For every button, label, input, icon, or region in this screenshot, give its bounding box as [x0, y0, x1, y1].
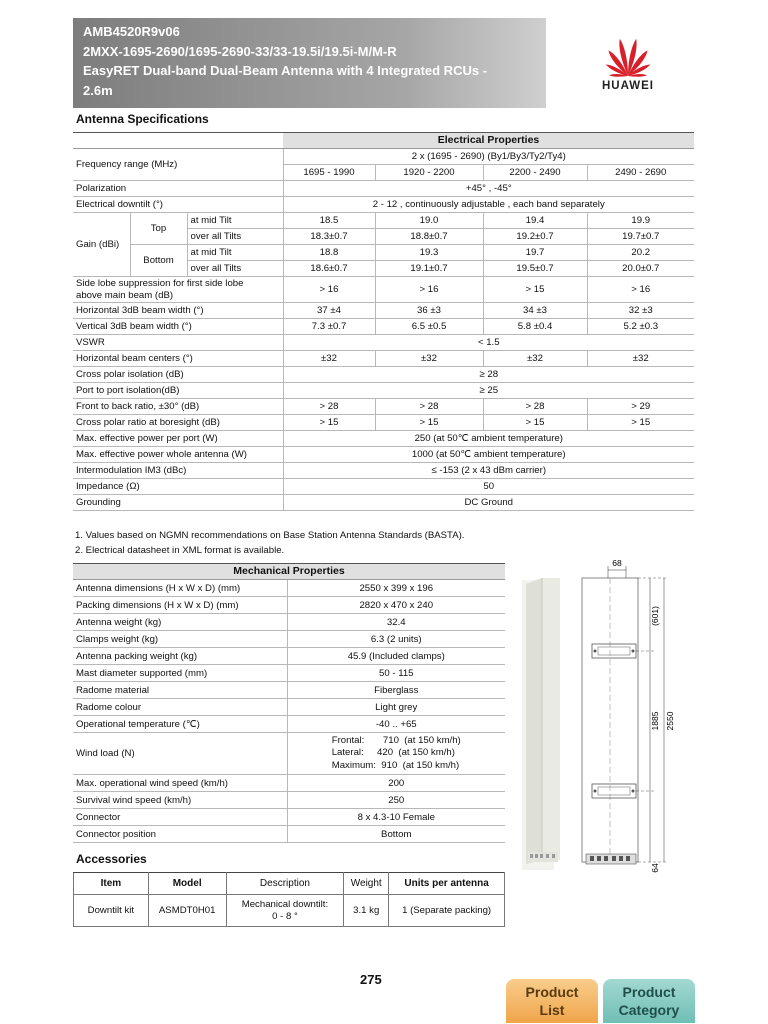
- electrical-properties-table: [73, 132, 694, 511]
- downtilt-value: 2 - 12 , continuously adjustable , each band separately: [283, 197, 694, 213]
- band-cell: 2490 - 2690: [587, 165, 694, 181]
- gain-top-label: Top: [130, 213, 187, 245]
- dim-top: 68: [612, 558, 622, 568]
- gain-cell: 19.9: [587, 213, 694, 229]
- mech-value: 2820 x 470 x 240: [287, 597, 505, 614]
- freq-label: Frequency range (MHz): [73, 149, 283, 181]
- product-list-line1: Product: [525, 984, 579, 1000]
- hbw-cell: 34 ±3: [483, 303, 587, 319]
- polarization-value: +45° , -45°: [283, 181, 694, 197]
- hbc-cell: ±32: [587, 351, 694, 367]
- gain-cell: 18.3±0.7: [283, 229, 375, 245]
- mech-label: Antenna packing weight (kg): [73, 648, 287, 665]
- im3-label: Intermodulation IM3 (dBc): [73, 463, 283, 479]
- product-category-line2: Category: [618, 1002, 680, 1018]
- p2p-label: Port to port isolation(dB): [73, 383, 283, 399]
- xpr-cell: > 15: [587, 415, 694, 431]
- maxp-ant-value: 1000 (at 50℃ ambient temperature): [283, 447, 694, 463]
- col-header: Description: [226, 873, 344, 895]
- mechanical-properties-table: [73, 563, 505, 843]
- gain-label: Gain (dBi): [73, 213, 130, 277]
- huawei-logo: [588, 28, 668, 98]
- sidelobe-cell: > 16: [283, 277, 375, 303]
- mech-label: Connector: [73, 809, 287, 826]
- model-code: 2MXX-1695-2690/1695-2690-33/33-19.5i/19.5i-M/M-R: [83, 43, 397, 59]
- antenna-specs-heading: Antenna Specifications: [76, 112, 209, 126]
- ftb-cell: > 28: [375, 399, 483, 415]
- hbc-cell: ±32: [483, 351, 587, 367]
- xpol-label: Cross polar isolation (dB): [73, 367, 283, 383]
- gain-cell: 18.8±0.7: [375, 229, 483, 245]
- mech-value: 250: [287, 792, 505, 809]
- product-category-line1: Product: [622, 984, 676, 1000]
- wind-load-value: [287, 733, 505, 775]
- wind-line: Lateral: 420 (at 150 km/h): [331, 747, 455, 759]
- xpr-cell: > 15: [375, 415, 483, 431]
- vbw-cell: 5.8 ±0.4: [483, 319, 587, 335]
- vswr-value: < 1.5: [283, 335, 694, 351]
- gain-cell: 20.2: [587, 245, 694, 261]
- antenna-dimension-drawing: [512, 556, 682, 876]
- acc-weight: 3.1 kg: [344, 895, 389, 927]
- ftb-cell: > 29: [587, 399, 694, 415]
- mech-label: Mast diameter supported (mm): [73, 665, 287, 682]
- gain-cell: 19.7±0.7: [587, 229, 694, 245]
- mech-label: Packing dimensions (H x W x D) (mm): [73, 597, 287, 614]
- xpr-cell: > 15: [483, 415, 587, 431]
- downtilt-label: Electrical downtilt (°): [73, 197, 283, 213]
- gain-cell: 18.8: [283, 245, 375, 261]
- mech-value: 8 x 4.3-10 Female: [287, 809, 505, 826]
- acc-description-line2: 0 - 8 °: [272, 910, 298, 922]
- mech-value: 6.3 (2 units): [287, 631, 505, 648]
- product-description-cont: 2.6m: [83, 82, 113, 98]
- wind-load-label: Wind load (N): [73, 733, 287, 775]
- hbc-label: Horizontal beam centers (°): [73, 351, 283, 367]
- band-cell: 1920 - 2200: [375, 165, 483, 181]
- maxp-ant-label: Max. effective power whole antenna (W): [73, 447, 283, 463]
- xpr-label: Cross polar ratio at boresight (dB): [73, 415, 283, 431]
- gain-cell: 19.7: [483, 245, 587, 261]
- accessories-heading: Accessories: [76, 852, 147, 866]
- hbw-label: Horizontal 3dB beam width (°): [73, 303, 283, 319]
- ftb-label: Front to back ratio, ±30° (dB): [73, 399, 283, 415]
- p2p-value: ≥ 25: [283, 383, 694, 399]
- mech-label: Antenna dimensions (H x W x D) (mm): [73, 580, 287, 597]
- col-header: Weight: [344, 873, 389, 895]
- gain-bottom-label: Bottom: [130, 245, 187, 277]
- page-number: 275: [360, 972, 382, 987]
- im3-value: ≤ -153 (2 x 43 dBm carrier): [283, 463, 694, 479]
- acc-description-line1: Mechanical downtilt:: [241, 898, 329, 910]
- mech-label: Antenna weight (kg): [73, 614, 287, 631]
- mech-label: Radome colour: [73, 699, 287, 716]
- mech-value: Bottom: [287, 826, 505, 843]
- vswr-label: VSWR: [73, 335, 283, 351]
- note-item: 2. Electrical datasheet in XML format is available.: [75, 545, 285, 556]
- grounding-value: DC Ground: [283, 495, 694, 511]
- sidelobe-cell: > 15: [483, 277, 587, 303]
- title-banner: [73, 18, 546, 108]
- electrical-title: Electrical Properties: [283, 133, 694, 149]
- mech-label: Max. operational wind speed (km/h): [73, 775, 287, 792]
- over-all-label: over all Tilts: [187, 229, 283, 245]
- mech-label: Radome material: [73, 682, 287, 699]
- gain-cell: 19.0: [375, 213, 483, 229]
- mech-value: 2550 x 399 x 196: [287, 580, 505, 597]
- gain-cell: 19.5±0.7: [483, 261, 587, 277]
- dim-2550: 2550: [665, 711, 675, 731]
- mech-value: 200: [287, 775, 505, 792]
- mech-value: 50 - 115: [287, 665, 505, 682]
- gain-cell: 18.5: [283, 213, 375, 229]
- xpr-cell: > 15: [283, 415, 375, 431]
- mech-label: Survival wind speed (km/h): [73, 792, 287, 809]
- band-cell: 2200 - 2490: [483, 165, 587, 181]
- xpol-value: ≥ 28: [283, 367, 694, 383]
- gain-cell: 18.6±0.7: [283, 261, 375, 277]
- hbw-cell: 37 ±4: [283, 303, 375, 319]
- sidelobe-label-line1: Side lobe suppression for first side lobe: [76, 278, 244, 289]
- vbw-cell: 7.3 ±0.7: [283, 319, 375, 335]
- antenna-outline-icon: [512, 556, 682, 876]
- product-list-line2: List: [539, 1002, 565, 1018]
- mech-value: 32.4: [287, 614, 505, 631]
- mech-value: 45.9 (Included clamps): [287, 648, 505, 665]
- huawei-petals-icon: [588, 28, 668, 80]
- mid-tilt-label: at mid Tilt: [187, 245, 283, 261]
- polarization-label: Polarization: [73, 181, 283, 197]
- vbw-cell: 5.2 ±0.3: [587, 319, 694, 335]
- sidelobe-cell: > 16: [587, 277, 694, 303]
- mechanical-title: Mechanical Properties: [73, 564, 505, 580]
- dim-64: 64: [650, 863, 660, 873]
- hbw-cell: 36 ±3: [375, 303, 483, 319]
- over-all-label: over all Tilts: [187, 261, 283, 277]
- vbw-label: Vertical 3dB beam width (°): [73, 319, 283, 335]
- col-header: Item: [74, 873, 149, 895]
- ftb-cell: > 28: [283, 399, 375, 415]
- wind-line: Maximum: 910 (at 150 km/h): [331, 759, 460, 771]
- mech-value: Fiberglass: [287, 682, 505, 699]
- gain-cell: 19.2±0.7: [483, 229, 587, 245]
- ftb-cell: > 28: [483, 399, 587, 415]
- mech-value: -40 .. +65: [287, 716, 505, 733]
- product-list-button[interactable]: [506, 979, 598, 1023]
- acc-units: 1 (Separate packing): [389, 895, 505, 927]
- sidelobe-label-line2: above main beam (dB): [76, 289, 174, 301]
- sidelobe-cell: > 16: [375, 277, 483, 303]
- accessories-table: [73, 872, 505, 927]
- wind-load-lines: [332, 735, 461, 773]
- gain-cell: 19.4: [483, 213, 587, 229]
- note-item: 1. Values based on NGMN recommendations on Base Station Antenna Standards (BASTA).: [75, 530, 465, 541]
- col-header: Units per antenna: [389, 873, 505, 895]
- col-header: Model: [148, 873, 226, 895]
- gain-cell: 19.1±0.7: [375, 261, 483, 277]
- sidelobe-label: [73, 277, 283, 303]
- dim-1885: 1885: [650, 711, 660, 731]
- wind-line: Frontal: 710 (at 150 km/h): [331, 734, 461, 746]
- gain-cell: 20.0±0.7: [587, 261, 694, 277]
- product-description: EasyRET Dual-band Dual-Beam Antenna with 4 Integrated RCUs -: [83, 63, 488, 78]
- acc-item: Downtilt kit: [74, 895, 149, 927]
- acc-description: [226, 895, 344, 927]
- dim-601: (601): [650, 606, 660, 626]
- maxp-port-value: 250 (at 50℃ ambient temperature): [283, 431, 694, 447]
- freq-top: 2 x (1695 - 2690) (By1/By3/Ty2/Ty4): [283, 149, 694, 165]
- vbw-cell: 6.5 ±0.5: [375, 319, 483, 335]
- hbc-cell: ±32: [283, 351, 375, 367]
- mech-value: Light grey: [287, 699, 505, 716]
- mech-label: Clamps weight (kg): [73, 631, 287, 648]
- grounding-label: Grounding: [73, 495, 283, 511]
- band-cell: 1695 - 1990: [283, 165, 375, 181]
- mech-label: Operational temperature (℃): [73, 716, 287, 733]
- acc-model: ASMDT0H01: [148, 895, 226, 927]
- impedance-label: Impedance (Ω): [73, 479, 283, 495]
- mid-tilt-label: at mid Tilt: [187, 213, 283, 229]
- notes: [75, 528, 464, 558]
- brand-wordmark: HUAWEI: [602, 80, 654, 92]
- maxp-port-label: Max. effective power per port (W): [73, 431, 283, 447]
- model-name: AMB4520R9v06: [83, 24, 180, 39]
- gain-cell: 19.3: [375, 245, 483, 261]
- hbc-cell: ±32: [375, 351, 483, 367]
- hbw-cell: 32 ±3: [587, 303, 694, 319]
- impedance-value: 50: [283, 479, 694, 495]
- product-category-button[interactable]: [603, 979, 695, 1023]
- mech-label: Connector position: [73, 826, 287, 843]
